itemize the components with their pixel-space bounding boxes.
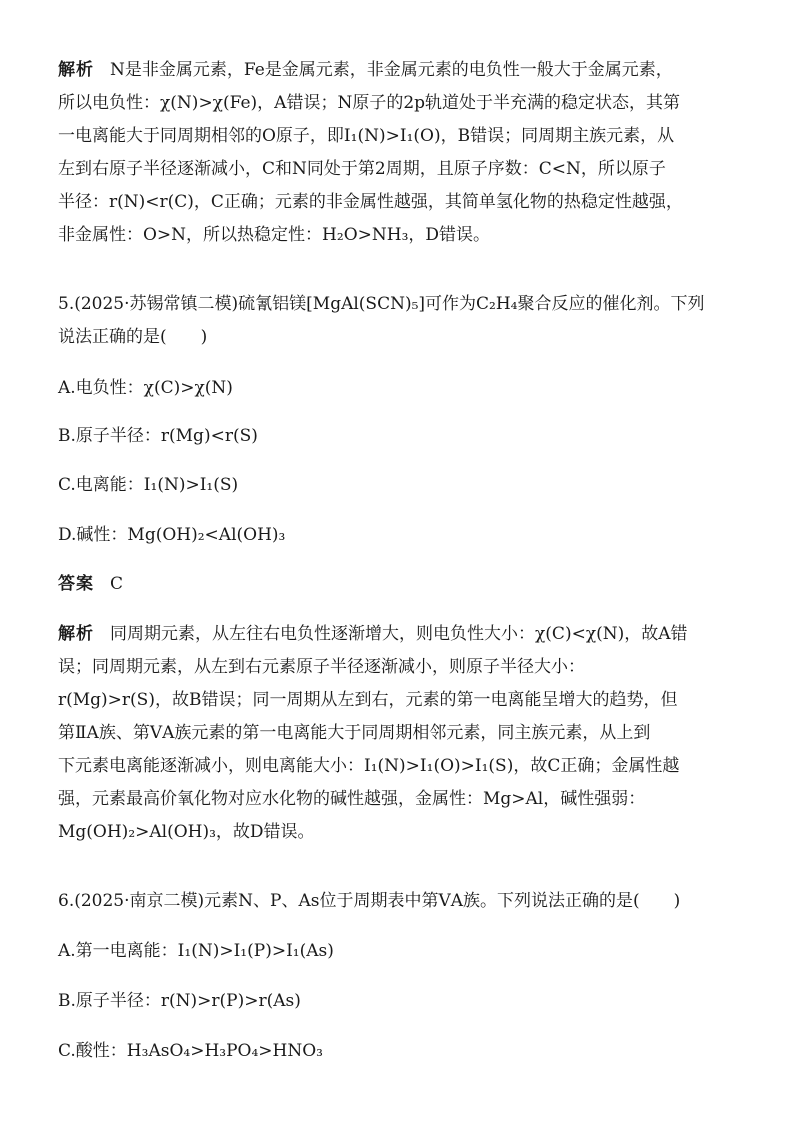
text-line: r(Mg)>r(S)，故B错误；同一周期从左到右，元素的第一电离能呈增大的趋势，但 xyxy=(58,690,678,710)
text-line: 第ⅡA族、第ⅤA族元素的第一电离能大于同周期相邻元素，同主族元素，从上到 xyxy=(58,723,651,743)
question-5-stem xyxy=(58,288,738,354)
q5-option-b: B.原子半径：r(Mg)<r(S) xyxy=(58,426,258,446)
question-6-stem: 6.(2025·南京二模)元素N、P、As位于周期表中第ⅤA族。下列说法正确的是( ) xyxy=(58,891,681,911)
analysis-label: 解析 xyxy=(58,60,94,80)
q6-option-b: B.原子半径：r(N)>r(P)>r(As) xyxy=(58,991,301,1011)
text-line: 非金属性：O>N，所以热稳定性：H₂O>NH₃，D错误。 xyxy=(58,225,491,245)
q5-option-a: A.电负性：χ(C)>χ(N) xyxy=(58,378,233,398)
text-line: N是非金属元素，Fe是金属元素，非金属元素的电负性一般大于金属元素， xyxy=(110,60,673,80)
q6-option-c: C.酸性：H₃AsO₄>H₃PO₄>HNO₃ xyxy=(58,1041,323,1061)
text-line xyxy=(58,54,738,87)
text-line: 5.(2025·苏锡常镇二模)硫氰铝镁[MgAl(SCN)₅]可作为C₂H₄聚合反应的催化剂。下列 xyxy=(58,294,705,314)
text-line: 一电离能大于同周期相邻的O原子，即I₁(N)>I₁(O)，B错误；同周期主族元素，从 xyxy=(58,126,675,146)
text-line: 左到右原子半径逐渐减小，C和N同处于第2周期，且原子序数：C<N，所以原子 xyxy=(58,159,666,179)
text-line: 下元素电离能逐渐减小，则电离能大小：I₁(N)>I₁(O)>I₁(S)，故C正确；金属性越 xyxy=(58,756,680,776)
q5-answer xyxy=(58,569,738,599)
text-line xyxy=(58,618,738,651)
text-line: Mg(OH)₂>Al(OH)₃，故D错误。 xyxy=(58,822,315,842)
analysis-label: 解析 xyxy=(58,624,94,644)
text-line: 所以电负性：χ(N)>χ(Fe)，A错误；N原子的2p轨道处于半充满的稳定状态，其第 xyxy=(58,93,681,113)
text-line: 误；同周期元素，从左到右元素原子半径逐渐减小，则原子半径大小： xyxy=(58,657,585,677)
text-line: 同周期元素，从左往右电负性逐渐增大，则电负性大小：χ(C)<χ(N)，故A错 xyxy=(110,624,688,644)
text-line: 半径：r(N)<r(C)，C正确；元素的非金属性越强，其简单氢化物的热稳定性越强， xyxy=(58,192,683,212)
q6-option-a: A.第一电离能：I₁(N)>I₁(P)>I₁(As) xyxy=(58,941,334,961)
q5-option-c: C.电离能：I₁(N)>I₁(S) xyxy=(58,475,239,495)
text-line: 强，元素最高价氧化物对应水化物的碱性越强，金属性：Mg>Al，碱性强弱： xyxy=(58,789,646,809)
q4-analysis xyxy=(58,54,738,252)
q5-option-d: D.碱性：Mg(OH)₂<Al(OH)₃ xyxy=(58,525,286,545)
text-line: 说法正确的是( ) xyxy=(58,327,208,347)
answer-label: 答案 xyxy=(58,574,94,594)
answer-value: C xyxy=(110,574,124,594)
q5-analysis xyxy=(58,618,738,849)
